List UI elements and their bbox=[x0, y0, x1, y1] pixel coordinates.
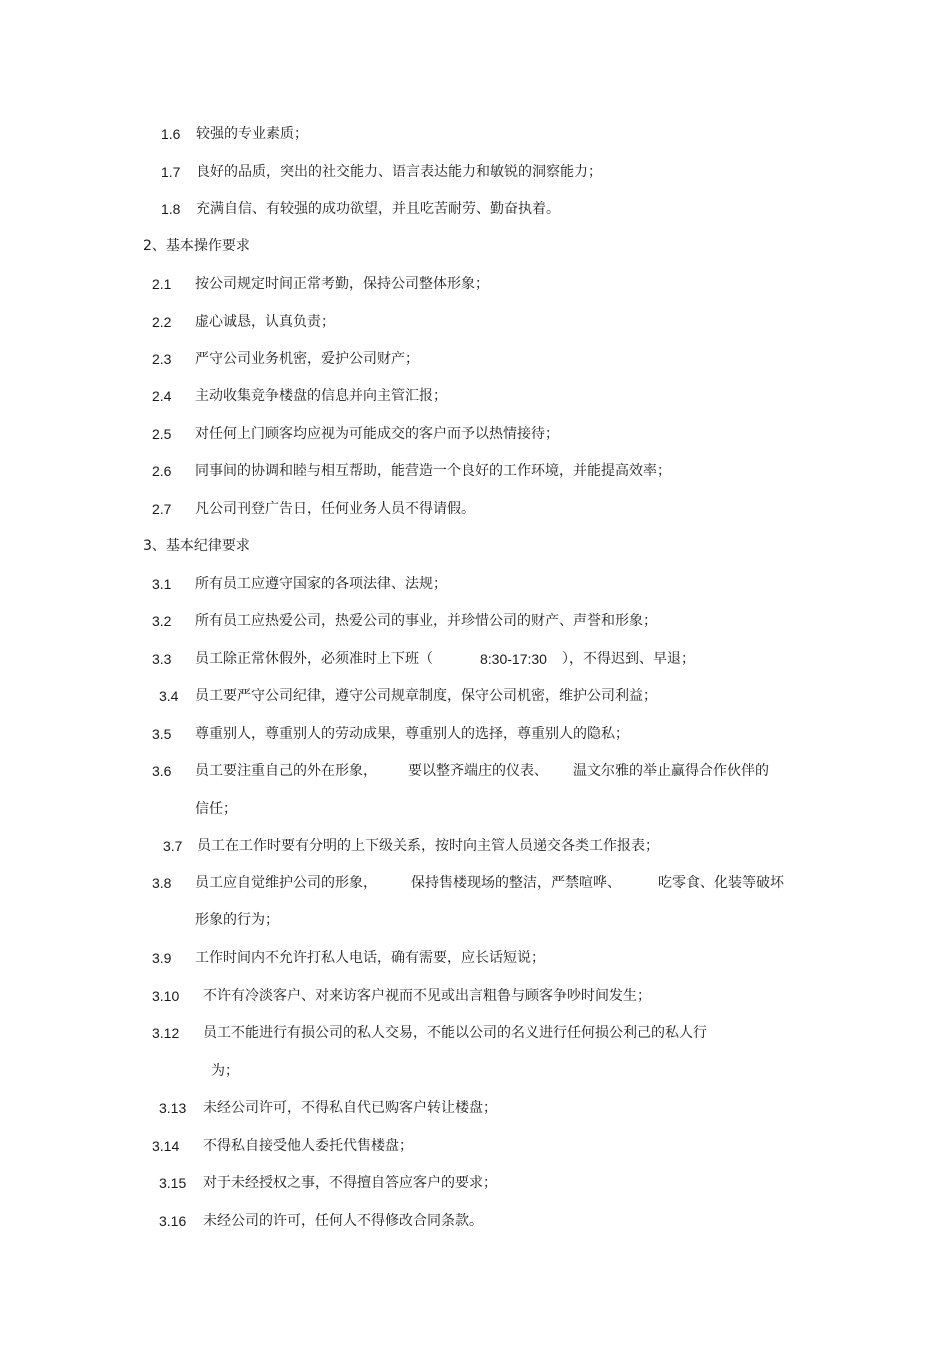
item-text-part: 员工除正常休假外，必须准时上下班（ bbox=[195, 651, 433, 667]
item-number: 2.3 bbox=[152, 351, 172, 367]
item-text: 严守公司业务机密，爱护公司财产； bbox=[195, 351, 419, 367]
item-text: 员工在工作时要有分明的上下级关系，按时向主管人员递交各类工作报表； bbox=[197, 838, 659, 854]
item-number: 2.4 bbox=[152, 388, 172, 404]
item-text: 良好的品质，突出的社交能力、语言表达能力和敏锐的洞察能力； bbox=[196, 164, 602, 180]
item-number: 1.8 bbox=[161, 201, 181, 217]
item-text: 按公司规定时间正常考勤，保持公司整体形象； bbox=[195, 276, 489, 292]
item-number: 3.3 bbox=[152, 651, 172, 667]
item-text-part: ），不得迟到、早退； bbox=[562, 651, 695, 667]
item-number: 1.7 bbox=[161, 164, 181, 180]
item-number: 2.7 bbox=[152, 501, 172, 517]
item-number: 3.4 bbox=[159, 688, 179, 704]
item-text: 较强的专业素质； bbox=[196, 126, 308, 142]
item-text-part: 吃零食、化装等破坏 bbox=[658, 875, 784, 891]
item-number: 3.15 bbox=[159, 1175, 187, 1191]
item-number: 3.6 bbox=[152, 763, 172, 779]
item-number: 2.6 bbox=[152, 463, 172, 479]
item-text: 对于未经授权之事，不得擅自答应客户的要求； bbox=[203, 1175, 497, 1191]
item-text: 未经公司的许可，任何人不得修改合同条款。 bbox=[203, 1213, 483, 1229]
item-number: 2.1 bbox=[152, 276, 172, 292]
item-text-part: 温文尔雅的举止赢得合作伙伴的 bbox=[573, 763, 769, 779]
item-number: 3.1 bbox=[152, 576, 172, 592]
section-heading: 3、基本纪律要求 bbox=[143, 538, 250, 554]
item-number: 3.8 bbox=[152, 875, 172, 891]
item-number: 2.2 bbox=[152, 314, 172, 330]
work-hours: 8:30-17:30 bbox=[480, 651, 547, 667]
section-heading: 2、基本操作要求 bbox=[143, 238, 250, 254]
item-text-part: 要以整齐端庄的仪表、 bbox=[408, 763, 548, 779]
item-text: 同事间的协调和睦与相互帮助，能营造一个良好的工作环境，并能提高效率； bbox=[195, 463, 671, 479]
item-number: 3.14 bbox=[152, 1138, 180, 1154]
item-text: 不许有冷淡客户、对来访客户视而不见或出言粗鲁与顾客争吵时间发生； bbox=[203, 988, 651, 1004]
item-text: 工作时间内不允许打私人电话，确有需要，应长话短说； bbox=[195, 950, 545, 966]
item-text-continued: 形象的行为； bbox=[195, 912, 279, 928]
item-text: 主动收集竞争楼盘的信息并向主管汇报； bbox=[195, 388, 447, 404]
item-text: 员工要严守公司纪律，遵守公司规章制度，保守公司机密，维护公司利益； bbox=[195, 688, 657, 704]
item-text-part: 员工应自觉维护公司的形象， bbox=[195, 875, 377, 891]
item-text: 凡公司刊登广告日，任何业务人员不得请假。 bbox=[195, 501, 475, 517]
item-text: 充满自信、有较强的成功欲望，并且吃苦耐劳、勤奋执着。 bbox=[196, 201, 560, 217]
item-number: 3.10 bbox=[152, 988, 180, 1004]
item-number: 3.2 bbox=[152, 613, 172, 629]
item-text: 不得私自接受他人委托代售楼盘； bbox=[203, 1138, 413, 1154]
item-number: 2.5 bbox=[152, 426, 172, 442]
item-text: 所有员工应热爱公司，热爱公司的事业，并珍惜公司的财产、声誉和形象； bbox=[195, 613, 657, 629]
item-number: 3.12 bbox=[152, 1025, 180, 1041]
item-number: 3.7 bbox=[163, 838, 183, 854]
item-number: 1.6 bbox=[161, 126, 181, 142]
item-number: 3.9 bbox=[152, 950, 172, 966]
item-text: 未经公司许可，不得私自代已购客户转让楼盘； bbox=[203, 1100, 497, 1116]
item-text: 对任何上门顾客均应视为可能成交的客户而予以热情接待； bbox=[195, 426, 559, 442]
item-number: 3.13 bbox=[159, 1100, 187, 1116]
item-text-part: 保持售楼现场的整洁，严禁喧哗、 bbox=[411, 875, 621, 891]
item-text-part: 员工要注重自己的外在形象， bbox=[195, 763, 377, 779]
item-text: 员工不能进行有损公司的私人交易，不能以公司的名义进行任何损公利己的私人行 bbox=[203, 1025, 707, 1041]
item-number: 3.16 bbox=[159, 1213, 187, 1229]
item-number: 3.5 bbox=[152, 726, 172, 742]
item-text: 尊重别人，尊重别人的劳动成果，尊重别人的选择，尊重别人的隐私； bbox=[195, 726, 629, 742]
item-text: 虚心诚恳，认真负责； bbox=[195, 314, 335, 330]
item-text: 所有员工应遵守国家的各项法律、法规； bbox=[195, 576, 447, 592]
item-text-continued: 为； bbox=[211, 1063, 239, 1079]
item-text-continued: 信任； bbox=[195, 801, 237, 817]
